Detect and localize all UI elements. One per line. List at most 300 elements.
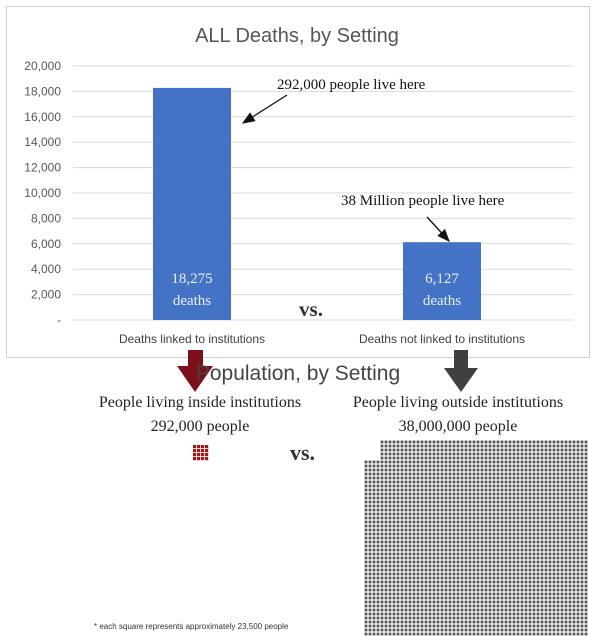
population-square [505,485,508,488]
population-square [585,505,588,508]
population-square [521,501,524,504]
population-square [385,537,388,540]
population-square [581,485,584,488]
population-square [473,513,476,516]
population-square [545,497,548,500]
population-square [417,485,420,488]
population-square [433,601,436,604]
population-square [449,585,452,588]
population-square [529,453,532,456]
population-square [481,501,484,504]
population-square [461,469,464,472]
population-square [489,593,492,596]
population-square [445,613,448,616]
population-square [501,545,504,548]
population-square [405,609,408,612]
population-square [529,489,532,492]
population-square [469,593,472,596]
population-square [409,609,412,612]
population-square [401,625,404,628]
population-square [393,549,396,552]
population-square [565,509,568,512]
population-square [553,453,556,456]
population-square [537,505,540,508]
population-square [413,597,416,600]
population-square [585,549,588,552]
population-square [425,613,428,616]
population-square [537,581,540,584]
population-square [397,453,400,456]
population-square [433,585,436,588]
population-square [537,477,540,480]
population-square [533,577,536,580]
population-square [533,501,536,504]
population-square [493,605,496,608]
population-square [513,629,516,632]
population-square [517,633,520,636]
population-square [401,449,404,452]
population-square [557,465,560,468]
population-square [577,545,580,548]
population-square [473,581,476,584]
population-square [505,529,508,532]
population-square [445,581,448,584]
population-square [441,501,444,504]
population-square [521,485,524,488]
population-square [377,505,380,508]
y-tick-label: 18,000 [24,84,61,99]
population-square [501,561,504,564]
population-square [385,485,388,488]
population-square [413,585,416,588]
population-square [417,565,420,568]
population-square [529,585,532,588]
population-square [557,565,560,568]
population-square [477,633,480,636]
population-square [469,485,472,488]
population-square [561,461,564,464]
population-square [373,541,376,544]
population-square [565,517,568,520]
population-square [413,517,416,520]
population-square [461,473,464,476]
population-square [477,465,480,468]
population-square [397,521,400,524]
population-square [521,549,524,552]
population-square [557,509,560,512]
population-square [485,493,488,496]
population-square [525,497,528,500]
population-square [469,629,472,632]
population-square [585,589,588,592]
population-square [581,537,584,540]
population-square [553,501,556,504]
population-square [393,577,396,580]
population-square [525,629,528,632]
population-square [457,449,460,452]
population-square [365,497,368,500]
population-square [569,489,572,492]
population-square [521,573,524,576]
population-square [377,597,380,600]
population-square [477,553,480,556]
population-square [397,461,400,464]
population-square [577,513,580,516]
population-square [549,581,552,584]
population-square [521,493,524,496]
population-square [505,513,508,516]
population-square [585,545,588,548]
population-square [421,533,424,536]
population-square [577,557,580,560]
population-square [385,473,388,476]
population-square [573,465,576,468]
population-square [401,473,404,476]
population-square [381,517,384,520]
population-square [505,461,508,464]
population-square [565,533,568,536]
population-square [533,557,536,560]
population-square [397,569,400,572]
population-square [565,473,568,476]
population-square [501,593,504,596]
population-square [497,477,500,480]
population-square [457,601,460,604]
population-square [193,449,196,452]
x-tick-label: Deaths not linked to institutions [358,332,526,346]
population-square [489,569,492,572]
population-square [373,481,376,484]
population-square [409,633,412,636]
population-square [401,601,404,604]
population-square [365,533,368,536]
population-square [461,489,464,492]
population-square [473,469,476,472]
population-square [585,533,588,536]
population-square [553,505,556,508]
population-square [409,529,412,532]
population-square [397,529,400,532]
population-square [377,517,380,520]
population-square [541,545,544,548]
population-square [577,497,580,500]
population-square [477,557,480,560]
population-square [413,453,416,456]
population-square [433,489,436,492]
population-square [513,497,516,500]
population-square [457,533,460,536]
population-square [505,597,508,600]
population-square [401,521,404,524]
population-square [485,445,488,448]
y-tick-label: 6,000 [30,236,61,251]
population-square [389,597,392,600]
population-square [409,505,412,508]
population-square [493,493,496,496]
population-square [529,633,532,636]
population-square [473,457,476,460]
population-square [457,509,460,512]
population-square [389,457,392,460]
population-square [505,553,508,556]
population-square [449,485,452,488]
population-square [489,489,492,492]
population-square [465,633,468,636]
population-square [401,525,404,528]
population-square [513,617,516,620]
population-square [513,561,516,564]
population-square [557,553,560,556]
population-square [457,489,460,492]
population-square [441,613,444,616]
population-square [437,477,440,480]
population-square [409,581,412,584]
population-square [429,477,432,480]
population-square [401,565,404,568]
population-square [549,509,552,512]
population-square [417,461,420,464]
population-square [509,505,512,508]
population-square [553,509,556,512]
population-square [529,517,532,520]
population-square [453,449,456,452]
population-square [437,589,440,592]
population-square [541,605,544,608]
population-square [441,577,444,580]
population-square [437,541,440,544]
population-square [549,561,552,564]
population-square [569,509,572,512]
population-square [497,465,500,468]
population-square [453,497,456,500]
population-square [453,505,456,508]
population-square [441,569,444,572]
population-square [561,485,564,488]
population-square [533,509,536,512]
population-square [453,545,456,548]
population-square [465,629,468,632]
population-square [405,457,408,460]
population-square [365,493,368,496]
population-square [365,465,368,468]
population-square [533,481,536,484]
population-square [465,469,468,472]
population-square [513,577,516,580]
population-square [469,569,472,572]
population-square [373,521,376,524]
population-square [393,533,396,536]
population-square [545,601,548,604]
population-square [565,553,568,556]
population-square [573,553,576,556]
population-square [533,441,536,444]
population-square [441,465,444,468]
population-square [389,581,392,584]
population-square [569,593,572,596]
population-square [417,533,420,536]
population-square [521,537,524,540]
population-square [485,569,488,572]
population-square [389,549,392,552]
population-square [545,541,548,544]
population-square [453,537,456,540]
population-square [497,469,500,472]
population-square [489,565,492,568]
population-square [433,521,436,524]
population-square [553,553,556,556]
population-square [473,445,476,448]
population-square [473,477,476,480]
population-square [505,601,508,604]
population-square [545,525,548,528]
population-square [545,517,548,520]
population-square [489,589,492,592]
population-square [581,517,584,520]
population-square [505,617,508,620]
population-square [413,529,416,532]
population-square [537,561,540,564]
population-square [493,577,496,580]
population-square [409,493,412,496]
population-square [373,565,376,568]
population-square [425,533,428,536]
population-square [545,557,548,560]
population-square [397,489,400,492]
population-square [497,541,500,544]
population-square [441,549,444,552]
population-square [397,481,400,484]
population-square [469,541,472,544]
population-square [537,553,540,556]
population-square [517,533,520,536]
population-square [429,513,432,516]
population-square [573,509,576,512]
population-square [533,533,536,536]
population-square [501,441,504,444]
population-square [477,457,480,460]
population-square [557,541,560,544]
population-square [389,569,392,572]
population-square [453,465,456,468]
population-square [565,629,568,632]
population-square [517,493,520,496]
population-square [557,573,560,576]
population-square [513,585,516,588]
population-square [561,553,564,556]
population-square [365,521,368,524]
population-square [421,597,424,600]
population-square [409,561,412,564]
population-square [369,477,372,480]
population-square [413,477,416,480]
population-square [413,553,416,556]
population-square [561,565,564,568]
population-square [501,613,504,616]
population-square [413,633,416,636]
population-square [465,493,468,496]
population-square [389,621,392,624]
population-square [417,509,420,512]
population-square [377,465,380,468]
population-square [389,473,392,476]
population-square [385,569,388,572]
population-square [385,617,388,620]
population-square [405,529,408,532]
population-square [521,461,524,464]
population-square [409,629,412,632]
population-square [521,497,524,500]
population-square [381,513,384,516]
population-square [541,633,544,636]
population-square [465,505,468,508]
population-square [425,461,428,464]
population-square [421,609,424,612]
population-square [433,529,436,532]
population-square [557,581,560,584]
population-square [513,553,516,556]
population-square [505,497,508,500]
population-square [461,481,464,484]
population-square [373,569,376,572]
population-square [381,557,384,560]
population-square [585,481,588,484]
population-square [561,597,564,600]
population-square [381,545,384,548]
population-square [449,521,452,524]
population-square [477,593,480,596]
population-square [365,561,368,564]
population-square [581,525,584,528]
population-square [469,621,472,624]
population-square [433,625,436,628]
population-square [493,449,496,452]
population-square [541,533,544,536]
population-square [485,461,488,464]
population-square [585,553,588,556]
population-square [525,513,528,516]
population-square [409,465,412,468]
population-square [417,605,420,608]
population-square [445,521,448,524]
population-square [429,605,432,608]
population-square [473,493,476,496]
population-square [461,553,464,556]
population-square [393,481,396,484]
population-square [449,477,452,480]
population-square [533,561,536,564]
population-square [585,537,588,540]
population-square [473,545,476,548]
population-square [409,441,412,444]
population-square [369,525,372,528]
population-square [509,597,512,600]
population-square [541,481,544,484]
population-square [397,585,400,588]
population-square [385,513,388,516]
population-square [513,625,516,628]
population-square [529,565,532,568]
population-square [569,525,572,528]
population-square [485,513,488,516]
population-square [429,549,432,552]
population-square [565,621,568,624]
population-square [581,461,584,464]
population-square [425,601,428,604]
population-square [369,557,372,560]
population-square [529,485,532,488]
population-square [545,445,548,448]
population-square [513,493,516,496]
